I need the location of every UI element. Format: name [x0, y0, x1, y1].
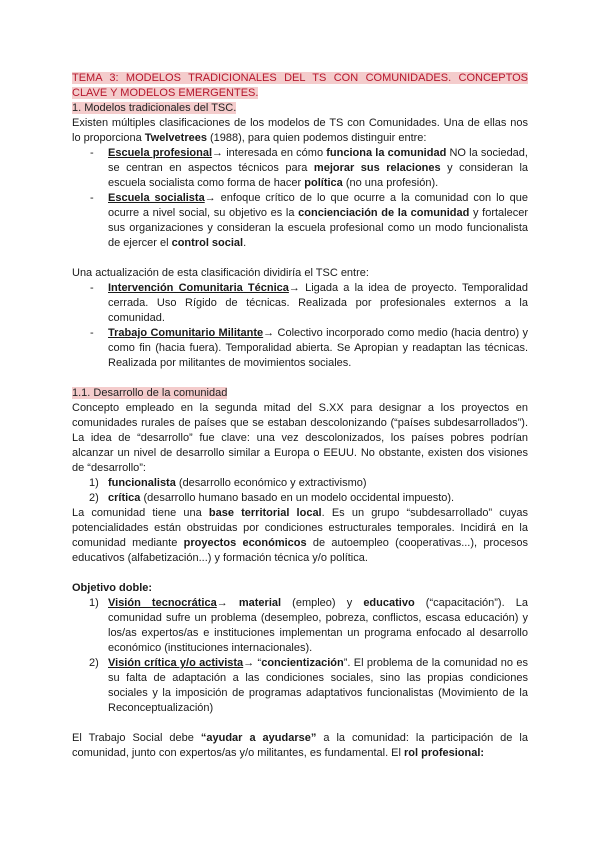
list-item: - Intervención Comunitaria Técnica→ Ligada a la idea de proyecto. Temporalidad cerrada. Uso Rígido de técnicas. Realizada por profesionales externos a la comunidad. [72, 281, 528, 326]
development-visions-list [72, 476, 528, 506]
objective-heading: Objetivo doble: [72, 582, 153, 594]
community-paragraph: La comunidad tiene una base territorial local. Es un grupo “subdesarrollado” cuyas potencialidades están obstruidas por condiciones estructurales temporales. Incidirá en la comunidad mediante proyectos económicos de autoempleo (cooperativas...), procesos educativos (alfabetización...) y formación técnica y/o política. [72, 507, 528, 564]
update-paragraph: Una actualización de esta clasificación dividiría el TSC entre: [72, 267, 369, 279]
list-item: - Escuela profesional→ interesada en cómo funciona la comunidad NO la sociedad, se centran en aspectos técnicos para mejorar sus relaciones y consideran la escuela socialista como forma de hacer política (no una profesión). [72, 146, 528, 191]
social-work-paragraph: El Trabajo Social debe “ayudar a ayudarse” a la comunidad: la participación de la comunidad, junto con expertos/as y/o militantes, es fundamental. El rol profesional: [72, 732, 528, 759]
list-item: - Escuela socialista→ enfoque crítico de lo que ocurre a la comunidad con lo que ocurre a nivel social, su objetivo es la concienciación de la comunidad y fortalecer sus organizaciones y consideran la escuela profesional como un modo funcionalista de ejercer el control social. [72, 191, 528, 251]
list-item: 1) Visión tecnocrática→ material (empleo) y educativo (“capacitación”). La comunidad sufre un problema (desempleo, pobreza, conflictos, escasa educación) y los/as expertos/as e instituciones implementan un programa enfocado al desarrollo económico (instituciones internacionales). [89, 597, 528, 654]
list-item: 2) Visión crítica y/o activista→ “concientización”. El problema de la comunidad no es su falta de adaptación a las condiciones sociales, sino las propias condiciones sociales y la imposición de programas adaptativos funcionalistas (Movimiento de la Reconceptualización) [89, 657, 528, 714]
section-1-intro: Existen múltiples clasificaciones de los modelos de TS con Comunidades. Una de ellas nos lo proporciona Twelvetrees (1988), para quien podemos distinguir entre: [72, 117, 528, 144]
objectives-list [72, 596, 528, 716]
list-item: 1) funcionalista (desarrollo económico y extractivismo) [89, 477, 367, 489]
document-page [72, 71, 528, 761]
section-1-heading: 1. Modelos tradicionales del TSC. [72, 102, 237, 114]
list-item: 2) crítica (desarrollo humano basado en un modelo occidental impuesto). [89, 492, 455, 504]
schools-list [72, 146, 528, 251]
tsc-types-list [72, 281, 528, 371]
development-paragraph: Concepto empleado en la segunda mitad del S.XX para designar a los proyectos en comunidades rurales de países que se estaban descolonizando (“países subdesarrollados”). La idea de “desarrollo” fue clave: una vez descolonizados, los países pobres podrían alcanzar un nivel de desarrollo similar a Europa o EEUU. No obstante, existen dos visiones de “desarrollo”: [72, 402, 528, 474]
section-1-1-heading: 1.1. Desarrollo de la comunidad [72, 387, 228, 399]
page-title: TEMA 3: MODELOS TRADICIONALES DEL TS CON COMUNIDADES. CONCEPTOS CLAVE Y MODELOS EMERGENTES. [72, 72, 528, 99]
list-item: - Trabajo Comunitario Militante→ Colectivo incorporado como medio (hacia dentro) y como fin (hacia fuera). Temporalidad abierta. Se Apropian y readaptan las técnicas. Realizada por militantes de movimientos sociales. [72, 326, 528, 371]
